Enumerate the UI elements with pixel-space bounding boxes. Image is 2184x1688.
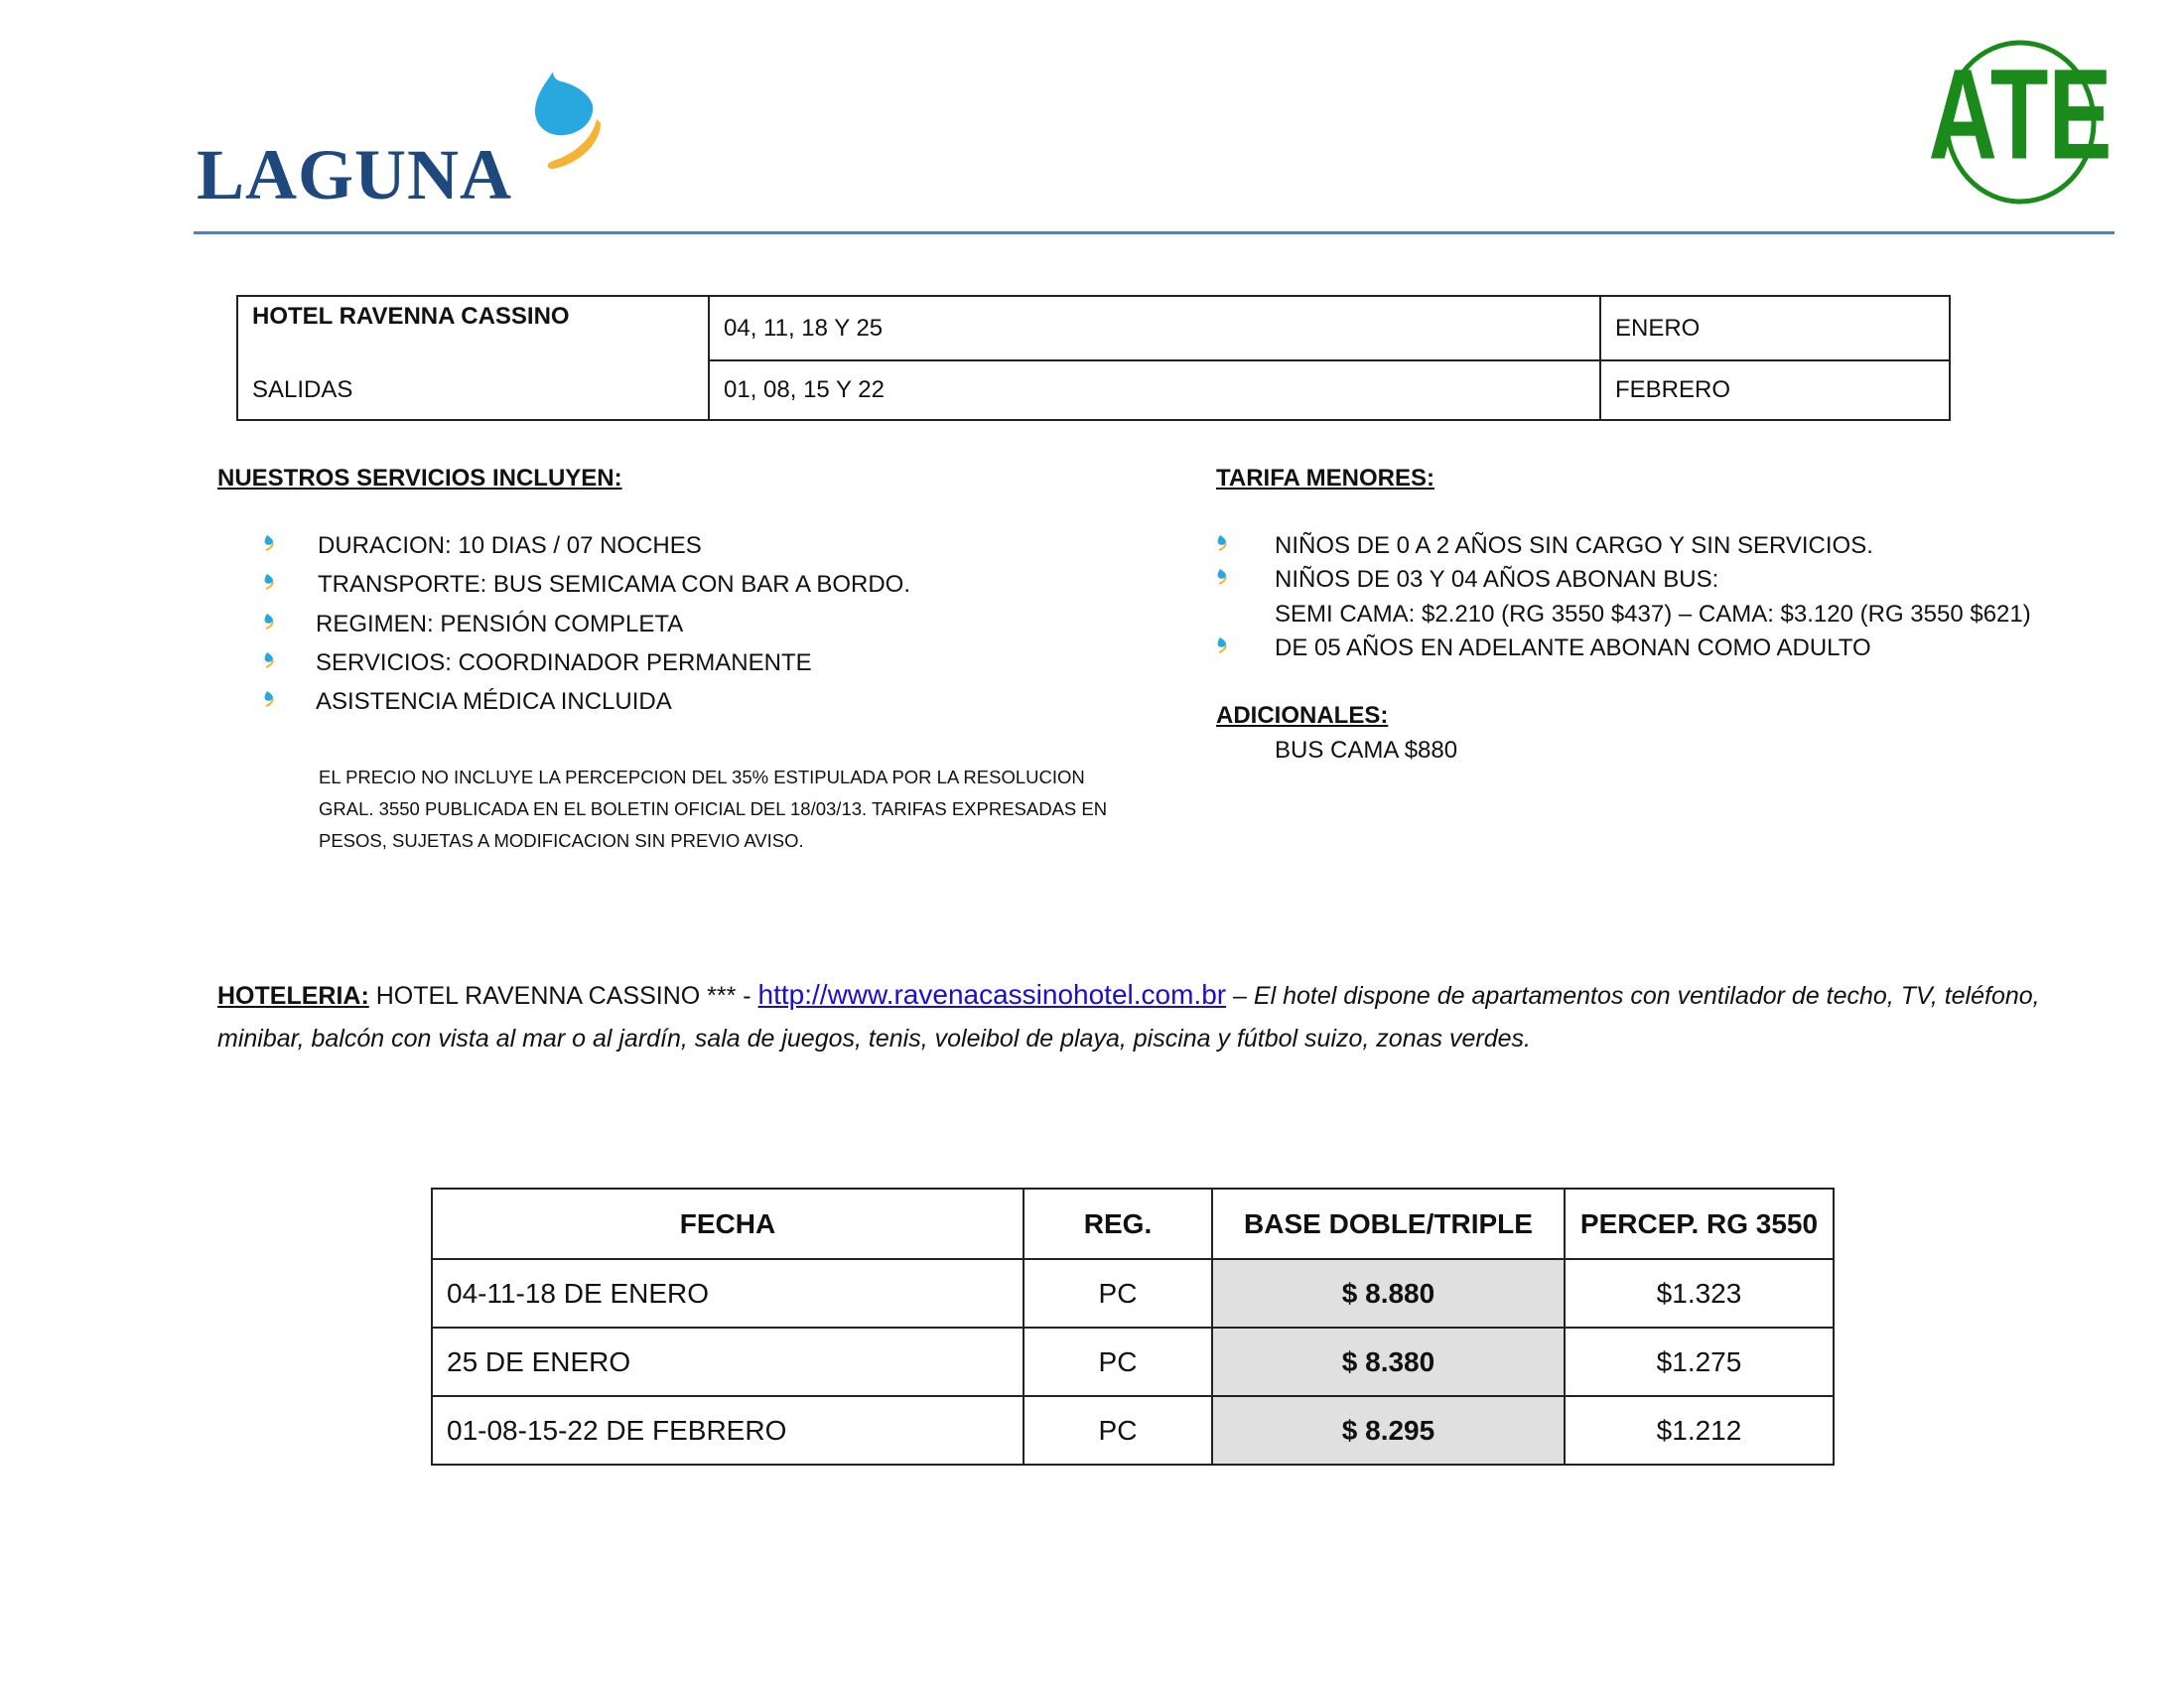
base-price-cell: $ 8.295 <box>1212 1396 1565 1465</box>
dates-cell: 04, 11, 18 Y 25 <box>709 296 1600 360</box>
minors-title: TARIFA MENORES: <box>1216 465 1434 492</box>
water-drop-logo-icon <box>531 70 611 174</box>
hotel-description: – El hotel dispone de apartamentos con ventilador de techo, TV, teléfono, <box>1226 982 2040 1010</box>
column-header: REG. <box>1024 1189 1212 1259</box>
header-divider <box>194 231 2115 234</box>
disclaimer-line: PESOS, SUJETAS A MODIFICACION SIN PREVIO AVISO. <box>319 830 804 851</box>
list-item: ASISTENCIA MÉDICA INCLUIDA <box>316 688 672 715</box>
hotel-description-line-2: minibar, balcón con vista al mar o al jardín, sala de juegos, tenis, voleibol de playa, piscina y fútbol suizo, zonas verdes. <box>217 1025 1531 1053</box>
column-header: PERCEP. RG 3550 <box>1565 1189 1834 1259</box>
perception-cell: $1.212 <box>1565 1396 1834 1465</box>
list-item: NIÑOS DE 0 A 2 AÑOS SIN CARGO Y SIN SERVICIOS. <box>1275 532 1873 559</box>
perception-cell: $1.275 <box>1565 1328 1834 1396</box>
list-item-continuation: SEMI CAMA: $2.210 (RG 3550 $437) – CAMA: $3.120 (RG 3550 $621) <box>1275 601 2031 628</box>
services-title: NUESTROS SERVICIOS INCLUYEN: <box>217 465 622 492</box>
hotel-name: HOTEL RAVENNA CASSINO *** - <box>368 982 758 1010</box>
drop-bullet-icon <box>263 573 277 591</box>
table-row <box>237 360 1950 420</box>
perception-cell: $1.323 <box>1565 1259 1834 1328</box>
hotel-description-line-1 <box>217 979 2040 1011</box>
regime-cell: PC <box>1024 1259 1212 1328</box>
extras-title: ADICIONALES: <box>1216 702 1389 729</box>
date-cell: 04-11-18 DE ENERO <box>432 1259 1024 1328</box>
drop-bullet-icon <box>263 651 277 669</box>
ate-logo-text: ATE <box>1928 43 2113 187</box>
month-cell: ENERO <box>1600 296 1950 360</box>
drop-bullet-icon <box>1216 568 1230 586</box>
dates-cell: 01, 08, 15 Y 22 <box>709 360 1600 420</box>
ate-logo-icon <box>1928 38 2113 207</box>
drop-bullet-icon <box>263 690 277 708</box>
table-row <box>432 1396 1834 1465</box>
column-header: FECHA <box>432 1189 1024 1259</box>
hotel-website-link[interactable]: http://www.ravenacassinohotel.com.br <box>757 979 1227 1010</box>
list-item: TRANSPORTE: BUS SEMICAMA CON BAR A BORDO. <box>318 571 911 598</box>
regime-cell: PC <box>1024 1328 1212 1396</box>
base-price-cell: $ 8.880 <box>1212 1259 1565 1328</box>
departures-table <box>236 295 1951 421</box>
drop-bullet-icon <box>1216 636 1230 654</box>
price-disclaimer <box>319 762 1107 857</box>
price-table <box>431 1188 1835 1466</box>
hotel-label: HOTELERIA: <box>217 982 369 1010</box>
departures-label-cell: SALIDAS <box>237 360 709 420</box>
list-item: DURACION: 10 DIAS / 07 NOCHES <box>318 532 702 559</box>
table-row <box>432 1328 1834 1396</box>
table-row <box>237 296 1950 360</box>
brand-title: LAGUNA <box>197 135 513 214</box>
drop-bullet-icon <box>263 613 277 631</box>
drop-bullet-icon <box>263 534 277 552</box>
date-cell: 25 DE ENERO <box>432 1328 1024 1396</box>
list-item: NIÑOS DE 03 Y 04 AÑOS ABONAN BUS: <box>1275 566 1719 593</box>
list-item: REGIMEN: PENSIÓN COMPLETA <box>316 611 684 637</box>
disclaimer-line: EL PRECIO NO INCLUYE LA PERCEPCION DEL 35% ESTIPULADA POR LA RESOLUCION <box>319 767 1085 787</box>
hotel-name-cell: HOTEL RAVENNA CASSINO <box>237 296 709 360</box>
month-cell: FEBRERO <box>1600 360 1950 420</box>
date-cell: 01-08-15-22 DE FEBRERO <box>432 1396 1024 1465</box>
column-header: BASE DOBLE/TRIPLE <box>1212 1189 1565 1259</box>
table-row <box>432 1259 1834 1328</box>
list-item: SERVICIOS: COORDINADOR PERMANENTE <box>316 649 812 676</box>
regime-cell: PC <box>1024 1396 1212 1465</box>
base-price-cell: $ 8.380 <box>1212 1328 1565 1396</box>
list-item: BUS CAMA $880 <box>1275 737 1458 764</box>
disclaimer-line: GRAL. 3550 PUBLICADA EN EL BOLETIN OFICIAL DEL 18/03/13. TARIFAS EXPRESADAS EN <box>319 798 1108 819</box>
table-header-row <box>432 1189 1834 1259</box>
drop-bullet-icon <box>1216 534 1230 552</box>
list-item: DE 05 AÑOS EN ADELANTE ABONAN COMO ADULTO <box>1275 634 1871 661</box>
